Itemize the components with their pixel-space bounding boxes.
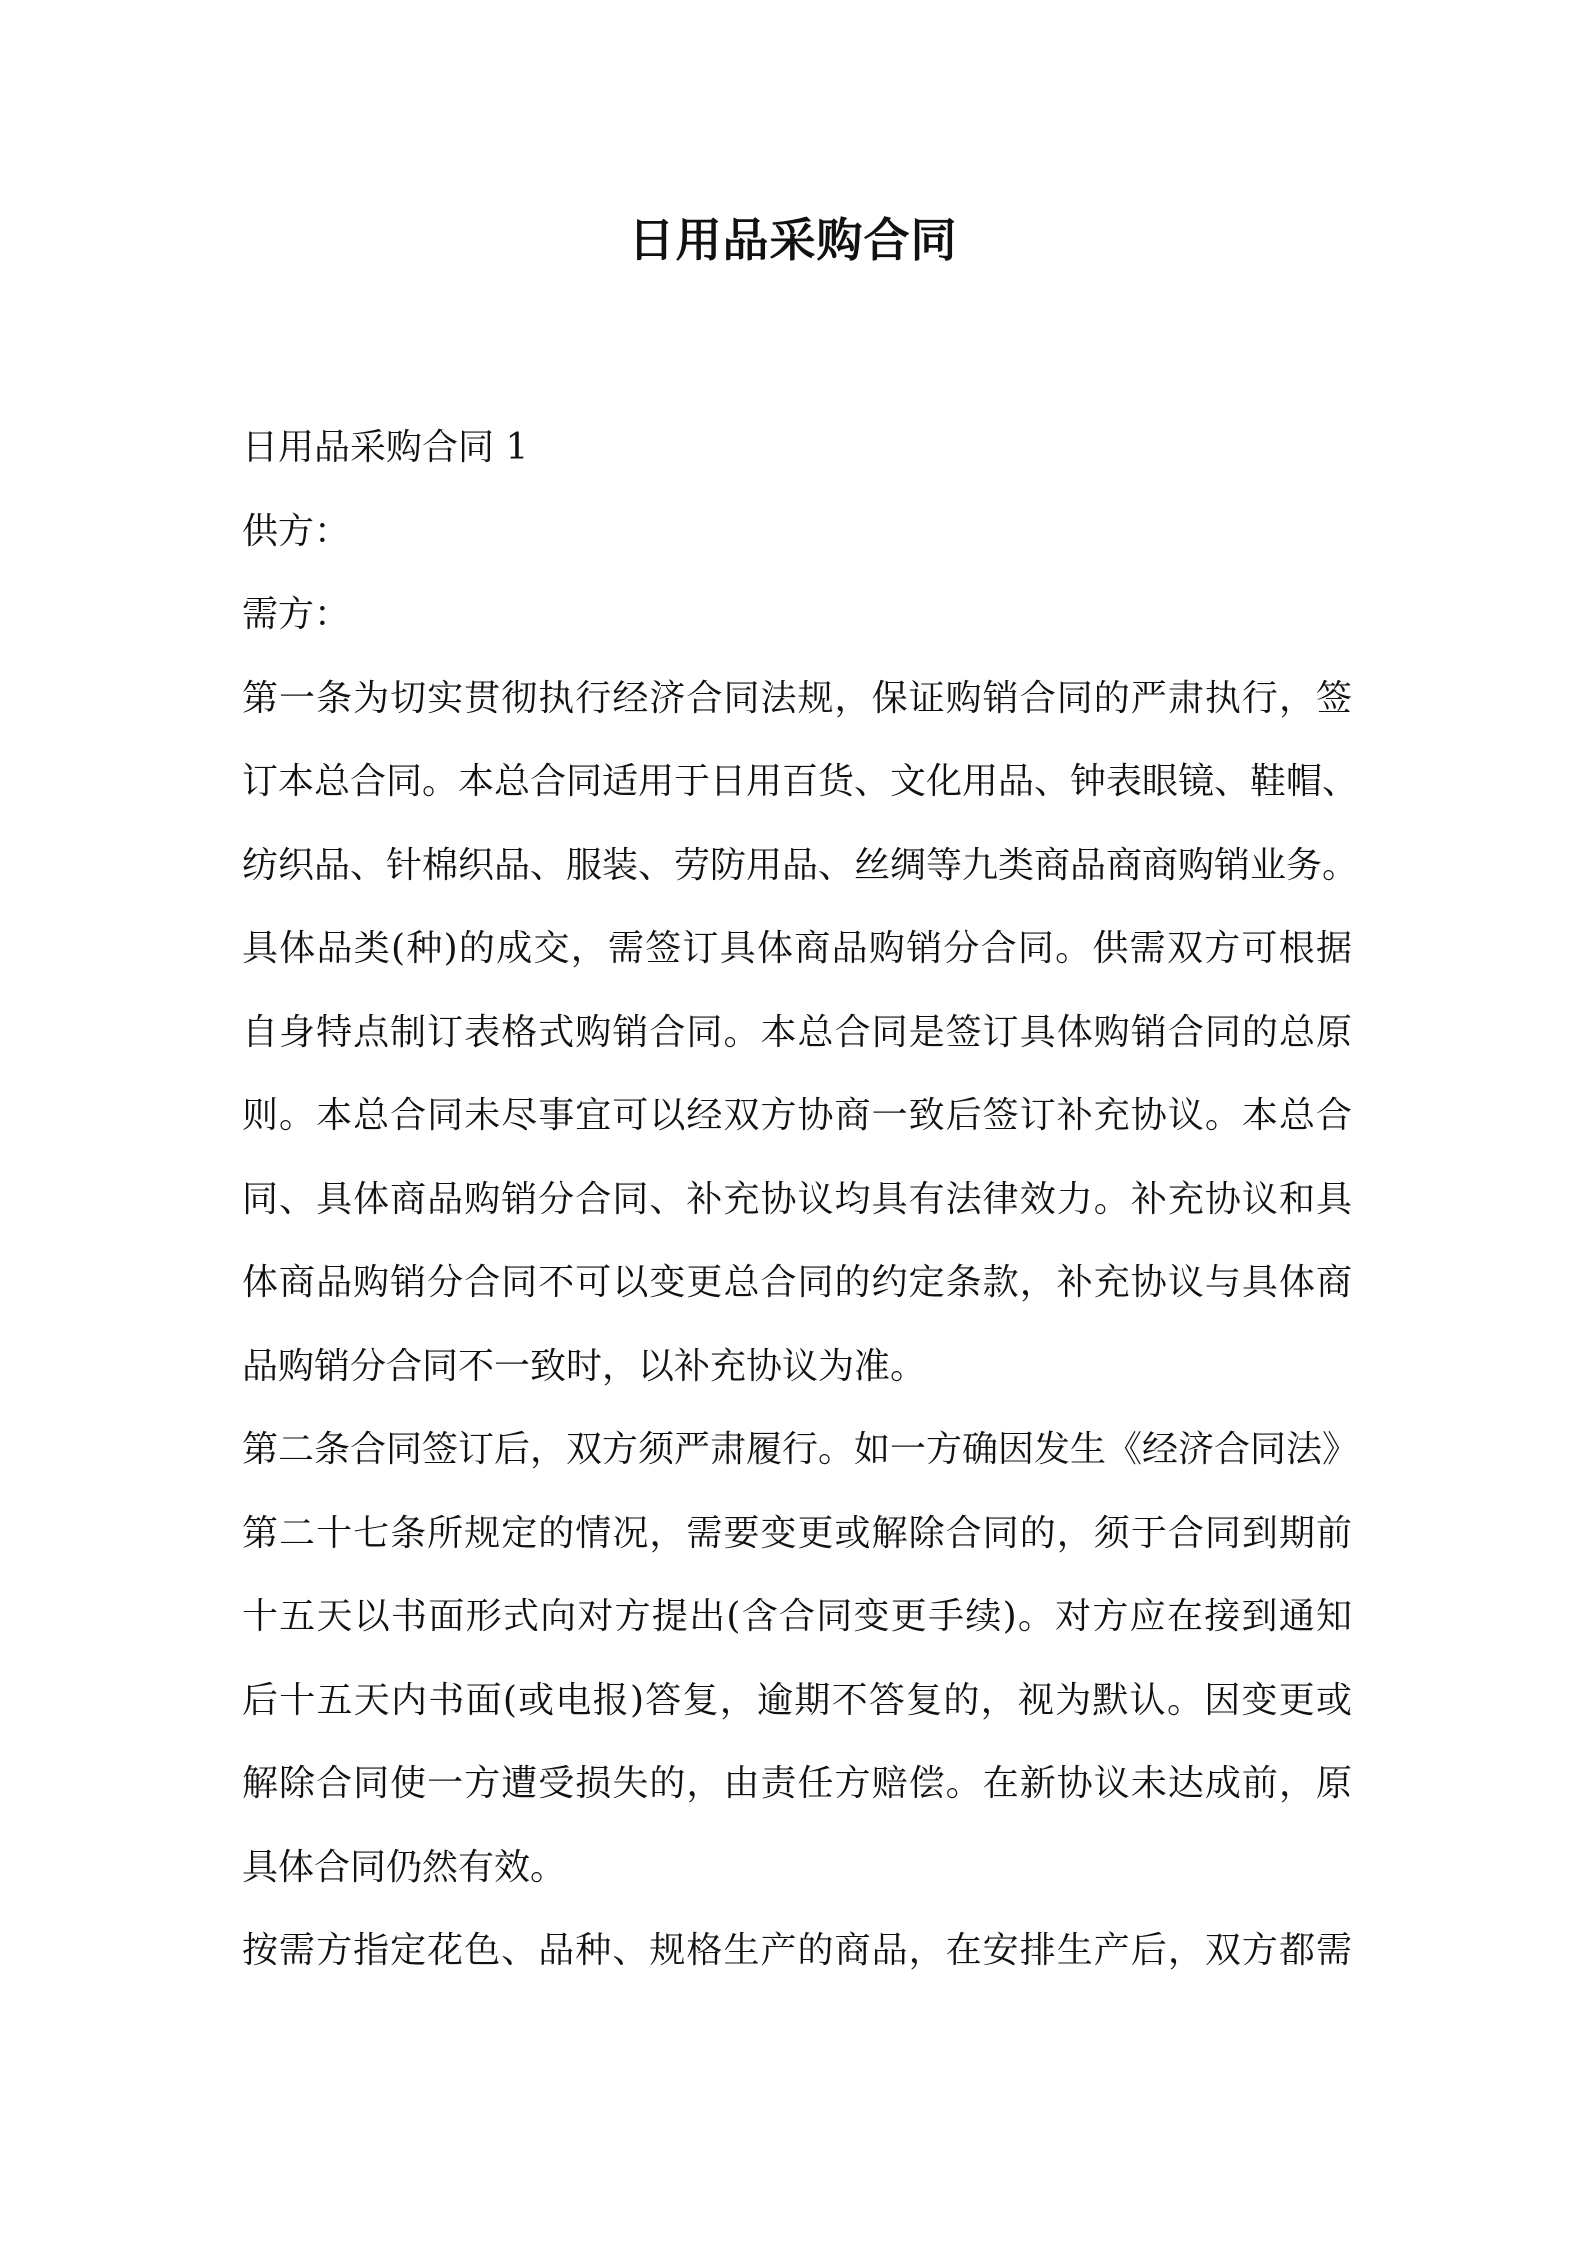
paragraph-line: 解除合同使一方遭受损失的，由责任方赔偿。在新协议未达成前，原 bbox=[242, 1763, 1352, 1804]
supplier-line: 供方： bbox=[242, 510, 351, 552]
paragraph-line: 同、具体商品购销分合同、补充协议均具有法律效力。补充协议和具 bbox=[242, 1178, 1352, 1220]
subtitle-line: 日用品采购合同 1 bbox=[242, 427, 529, 468]
paragraph-line: 则。本总合同未尽事宜可以经双方协商一致后签订补充协议。本总合 bbox=[242, 1095, 1352, 1136]
paragraph-line: 十五天以书面形式向对方提出(含合同变更手续)。对方应在接到通知 bbox=[242, 1596, 1352, 1637]
document-title: 日用品采购合同 bbox=[628, 213, 958, 267]
paragraph-line: 按需方指定花色、品种、规格生产的商品，在安排生产后，双方都需 bbox=[242, 1930, 1352, 1971]
paragraph-line: 自身特点制订表格式购销合同。本总合同是签订具体购销合同的总原 bbox=[242, 1011, 1352, 1053]
paragraph-line: 后十五天内书面(或电报)答复，逾期不答复的，视为默认。因变更或 bbox=[242, 1679, 1352, 1721]
paragraph-line: 第二条合同签订后，双方须严肃履行。如一方确因发生《经济合同法》 bbox=[242, 1429, 1359, 1470]
paragraph-line: 品购销分合同不一致时，以补充协议为准。 bbox=[242, 1345, 927, 1387]
paragraph-line: 第二十七条所规定的情况，需要变更或解除合同的，须于合同到期前 bbox=[242, 1512, 1352, 1554]
paragraph-line: 具体合同仍然有效。 bbox=[242, 1846, 567, 1888]
paragraph-line: 第一条为切实贯彻执行经济合同法规，保证购销合同的严肃执行，签 bbox=[242, 677, 1352, 719]
paragraph-line: 具体品类(种)的成交，需签订具体商品购销分合同。供需双方可根据 bbox=[242, 928, 1352, 969]
paragraph-line: 订本总合同。本总合同适用于日用百货、文化用品、钟表眼镜、鞋帽、 bbox=[242, 761, 1359, 802]
buyer-line: 需方： bbox=[242, 594, 351, 635]
paragraph-line: 体商品购销分合同不可以变更总合同的约定条款，补充协议与具体商 bbox=[242, 1262, 1352, 1303]
paragraph-line: 纺织品、针棉织品、服装、劳防用品、丝绸等九类商品商商购销业务。 bbox=[242, 844, 1359, 886]
document-body bbox=[242, 406, 1359, 1993]
